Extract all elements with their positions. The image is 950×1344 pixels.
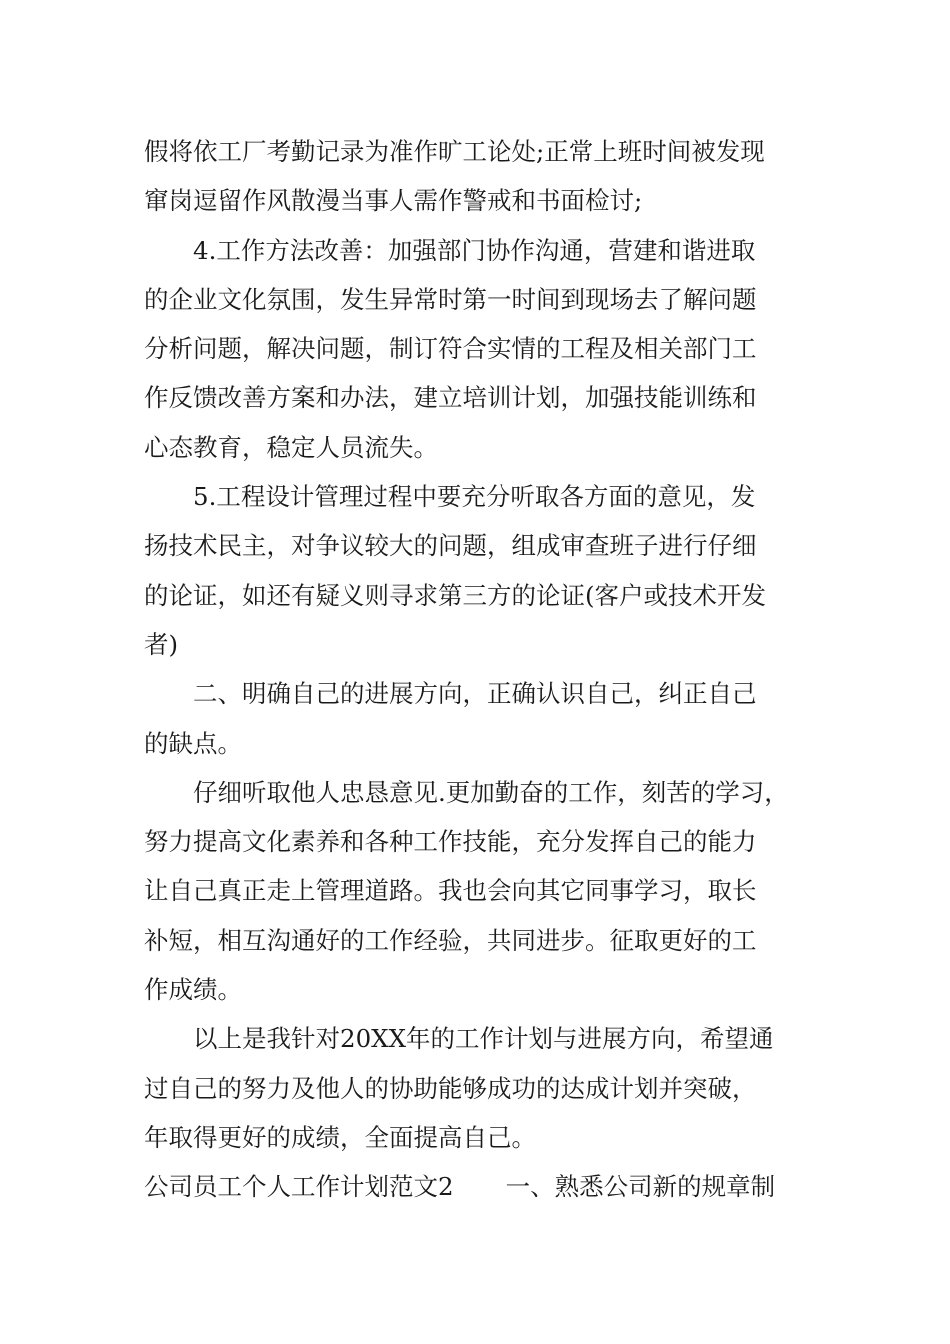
text-line-13: 的缺点。 bbox=[144, 728, 242, 758]
text-line-2: 窜岗逗留作风散漫当事人需作警戒和书面检讨; bbox=[144, 186, 643, 216]
text-line-5: 分析问题，解决问题，制订符合实情的工程及相关部门工 bbox=[144, 334, 757, 364]
text-line-15: 努力提高文化素养和各种工作技能，充分发挥自己的能力 bbox=[144, 827, 757, 857]
section-title: 公司员工个人工作计划范文2 bbox=[144, 1172, 454, 1202]
text-line-21: 年取得更好的成绩，全面提高自己。 bbox=[144, 1122, 536, 1152]
text-line-14: 仔细听取他人忠恳意见.更加勤奋的工作，刻苦的学习， bbox=[193, 777, 789, 807]
text-line-4: 的企业文化氛围，发生异常时第一时间到现场去了解问题 bbox=[144, 284, 757, 314]
text-line-8: 5.工程设计管理过程中要充分听取各方面的意见，发 bbox=[193, 482, 756, 512]
text-line-18: 作成绩。 bbox=[144, 975, 242, 1005]
text-line-1: 假将依工厂考勤记录为准作旷工论处;正常上班时间被发现 bbox=[144, 137, 765, 166]
text-line-3: 4.工作方法改善：加强部门协作沟通，营建和谐进取 bbox=[193, 235, 756, 265]
text-line-12: 二、明确自己的进展方向，正确认识自己，纠正自己 bbox=[193, 679, 757, 709]
text-line-19: 以上是我针对20XX年的工作计划与进展方向，希望通 bbox=[193, 1024, 774, 1054]
text-line-20: 过自己的努力及他人的协助能够成功的达成计划并突破， bbox=[144, 1073, 757, 1103]
text-line-9: 扬技术民主，对争议较大的问题，组成审查班子进行仔细 bbox=[144, 531, 757, 561]
text-line-10: 的论证，如还有疑义则寻求第三方的论证(客户或技术开发 bbox=[144, 580, 767, 610]
text-line-11: 者) bbox=[144, 629, 179, 659]
document-body bbox=[144, 127, 816, 1212]
text-line-17: 补短，相互沟通好的工作经验，共同进步。征取更好的工 bbox=[144, 925, 757, 955]
text-line-16: 让自己真正走上管理道路。我也会向其它同事学习，取长 bbox=[144, 876, 757, 906]
section-continuation: 一、熟悉公司新的规章制 bbox=[505, 1172, 776, 1202]
next-section-heading bbox=[144, 1162, 816, 1211]
text-line-6: 作反馈改善方案和办法，建立培训计划，加强技能训练和 bbox=[144, 383, 757, 413]
text-line-7: 心态教育，稳定人员流失。 bbox=[144, 432, 438, 462]
